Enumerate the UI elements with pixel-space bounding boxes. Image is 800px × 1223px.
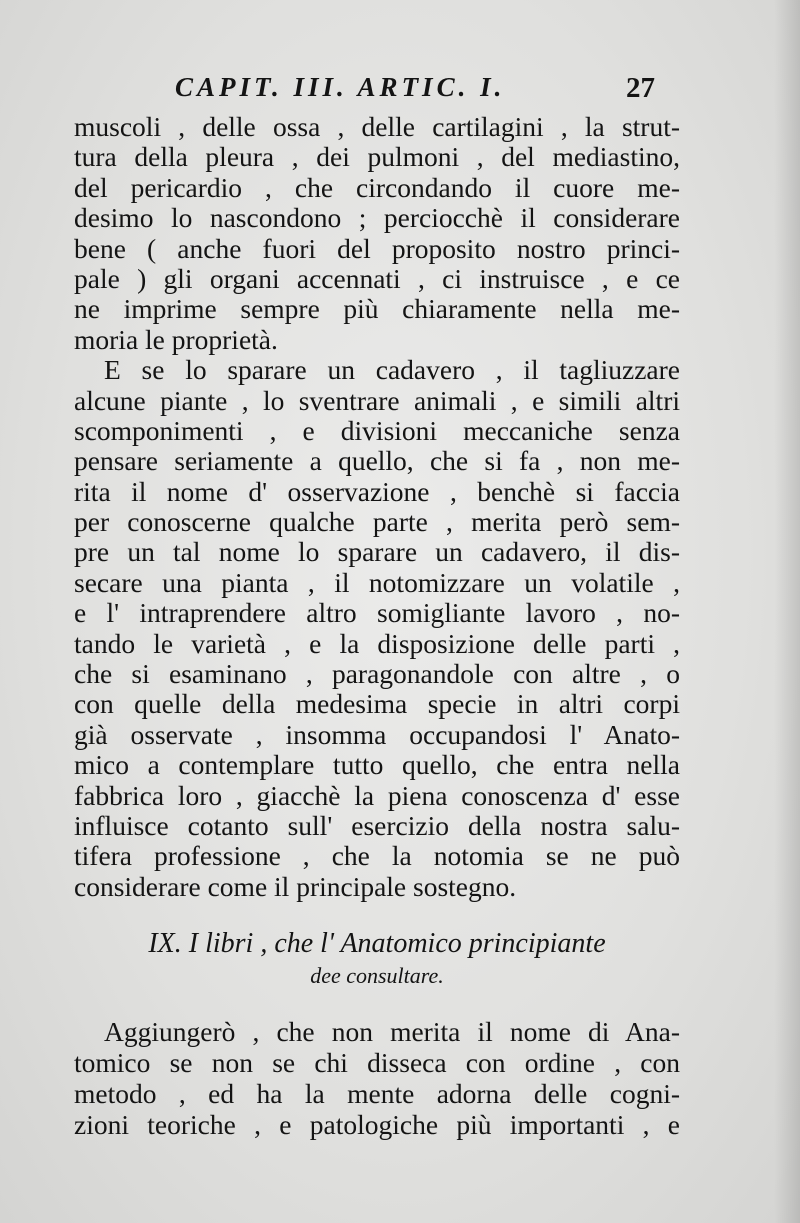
text-line: tando le varietà , e la disposizione delle parti , [74, 627, 680, 659]
text-line: tifera professione , che la notomia se ne può [74, 840, 680, 872]
text-line: metodo , ed ha la mente adorna delle cogni- [74, 1078, 680, 1109]
text-line: Aggiungerò , che non merita il nome di Ana- [104, 1016, 680, 1047]
text-line: già osservate , insomma occupandosi l' Anato- [74, 718, 680, 750]
text-line: desimo lo nascondono ; perciocchè il considerare [74, 202, 680, 234]
text-line: scomponimenti , e divisioni meccaniche senza [74, 414, 680, 446]
text-line: con quelle della medesima specie in altri corpi [74, 688, 680, 720]
paragraph-2 [74, 355, 680, 902]
text-line: mico a contemplare tutto quello, che entra nella [74, 749, 680, 781]
text-line: fabbrica loro , giacchè la piena conoscenza d' esse [74, 779, 680, 811]
text-line: secare una pianta , il notomizzare un volatile , [74, 566, 680, 598]
text-line: zioni teoriche , e patologiche più importanti , e [74, 1109, 680, 1140]
paragraph-3 [74, 1016, 680, 1140]
text-line: del pericardio , che circondando il cuore me- [74, 171, 680, 203]
text-line: tomico se non se chi disseca con ordine , con [74, 1047, 680, 1078]
section-heading [74, 928, 680, 992]
chapter-article-heading: CAPIT. III. ARTIC. I. [175, 72, 506, 102]
text-line: E se lo sparare un cadavero , il tagliuzzare [104, 354, 680, 386]
page-number: 27 [626, 72, 655, 104]
text-line: moria le proprietà. [74, 323, 278, 355]
text-line: bene ( anche fuori del proposito nostro princi- [74, 232, 680, 264]
text-line: muscoli , delle ossa , delle cartilagini , la strut- [74, 111, 680, 142]
text-line: ne imprime sempre più chiaramente nella me- [74, 293, 680, 325]
text-line: tura della pleura , dei pulmoni , del mediastino, [74, 141, 680, 173]
body-text-block [74, 112, 680, 902]
text-line: rita il nome d' osservazione , benchè si faccia [74, 475, 680, 507]
section-heading-line-2: dee consultare. [310, 963, 444, 988]
text-line: pale ) gli organi accennati , ci instruisce , e ce [74, 262, 680, 294]
paragraph-1 [74, 112, 680, 355]
text-line: influisce cotanto sull' esercizio della nostra salu- [74, 809, 680, 841]
text-line: per conoscerne qualche parte , merita però sem- [74, 506, 680, 538]
text-line: alcune piante , lo sventrare animali , e simili altri [74, 384, 680, 416]
text-line: pre un tal nome lo sparare un cadavero, il dis- [74, 536, 680, 568]
running-head [175, 72, 655, 108]
section-heading-line-1: IX. I libri , che l' Anatomico principiante [148, 928, 606, 959]
text-line: considerare come il principale sostegno. [74, 870, 517, 902]
text-line: che si esaminano , paragonandole con altre , o [74, 658, 680, 690]
text-line: e l' intraprendere altro somigliante lavoro , no- [74, 597, 680, 629]
text-line: pensare seriamente a quello, che si fa , non me- [74, 445, 680, 477]
page-edge-shadow [774, 0, 800, 1223]
